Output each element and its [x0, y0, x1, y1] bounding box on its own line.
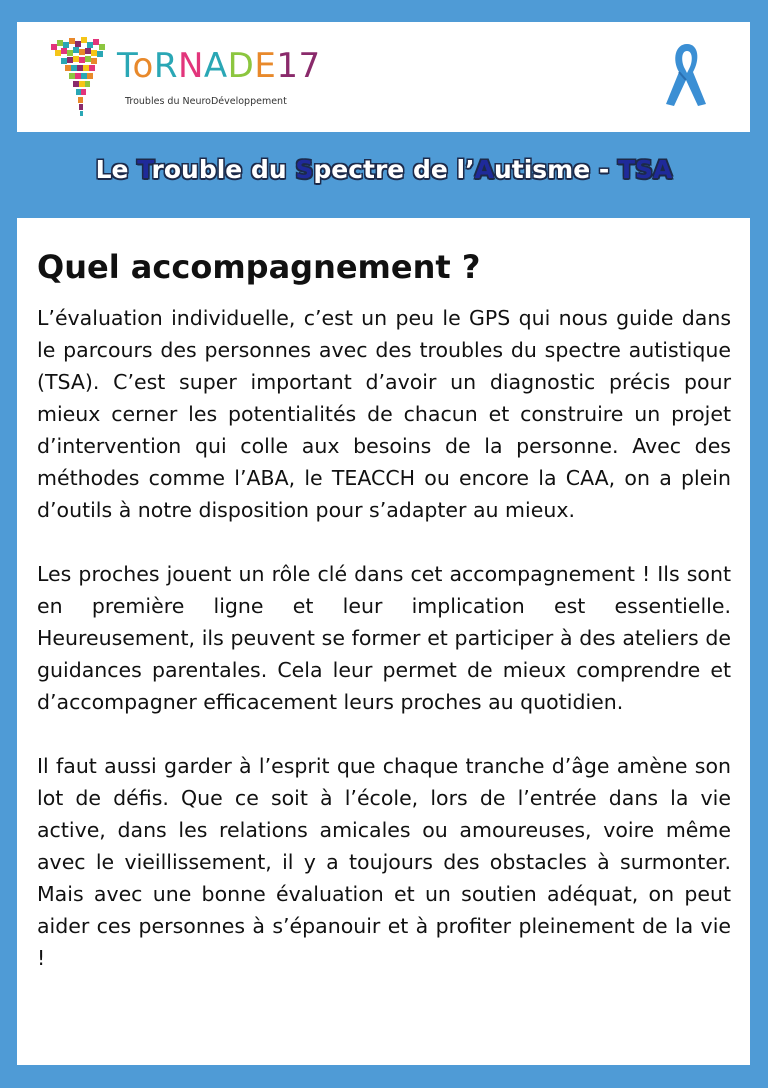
- logo-letter: D: [227, 46, 255, 86]
- header-card: [17, 22, 750, 132]
- logo-letter: N: [177, 46, 204, 86]
- logo-letter: 17: [276, 46, 321, 86]
- tornado-mosaic-icon: [47, 32, 117, 122]
- logo-letter: E: [254, 46, 277, 86]
- banner-title-text: pectre de l’: [313, 155, 475, 184]
- banner-title-text: rouble du: [151, 155, 296, 184]
- banner-title-highlight: TSA: [617, 155, 673, 184]
- logo-letter: T: [117, 46, 133, 86]
- content-title: Quel accompagnement ?: [37, 248, 481, 286]
- paragraph-evaluation: L’évaluation individuelle, c’est un peu le GPS qui nous guide dans le parcours des personnes avec des troubles du spectre autistique (TSA). C’est super important d’avoir un diagnostic précis pour mieux cerner les potentialités de chacun et construire un projet d’intervention qui colle aux besoins de la personne. Avec des méthodes comme l’ABA, le TEACCH ou encore la CAA, on a plein d’outils à notre disposition pour s’adapter au mieux.: [37, 306, 731, 522]
- paragraph-proches: Les proches jouent un rôle clé dans cet accompagnement ! Ils sont en première ligne et leur implication est essentielle. Heureusement, ils peuvent se former et participer à des ateliers de guidances parentales. Cela leur permet de mieux comprendre et d’accompagner efficacement leurs proches au quotidien.: [37, 562, 731, 714]
- banner-title-text: Le: [95, 155, 138, 184]
- tornade17-logo: [47, 32, 327, 122]
- logo-letter: o: [132, 46, 154, 86]
- logo-wordmark: [117, 46, 321, 86]
- paragraph-defis: Il faut aussi garder à l’esprit que chaque tranche d’âge amène son lot de défis. Que ce soit à l’école, lors de l’entrée dans la vie active, dans les relations amicales ou amoureuses, voire même avec le vieillissement, il y a toujours des obstacles à surmonter. Mais avec une bonne évaluation et un soutien adéquat, on peut aider ces personnes à s’épanouir et à profiter pleinement de la vie !: [37, 754, 731, 970]
- banner-title-text: utisme -: [493, 155, 618, 184]
- banner-title-highlight: A: [474, 155, 494, 184]
- logo-letter: R: [153, 46, 178, 86]
- banner-title-highlight: T: [137, 155, 152, 184]
- logo-letter: A: [203, 46, 228, 86]
- banner-title: [0, 155, 768, 184]
- paragraphs: [37, 302, 731, 1006]
- awareness-ribbon-icon: [662, 40, 712, 114]
- logo-subtitle: Troubles du NeuroDéveloppement: [125, 96, 287, 107]
- banner-title-highlight: S: [295, 155, 314, 184]
- content-card: [17, 218, 750, 1065]
